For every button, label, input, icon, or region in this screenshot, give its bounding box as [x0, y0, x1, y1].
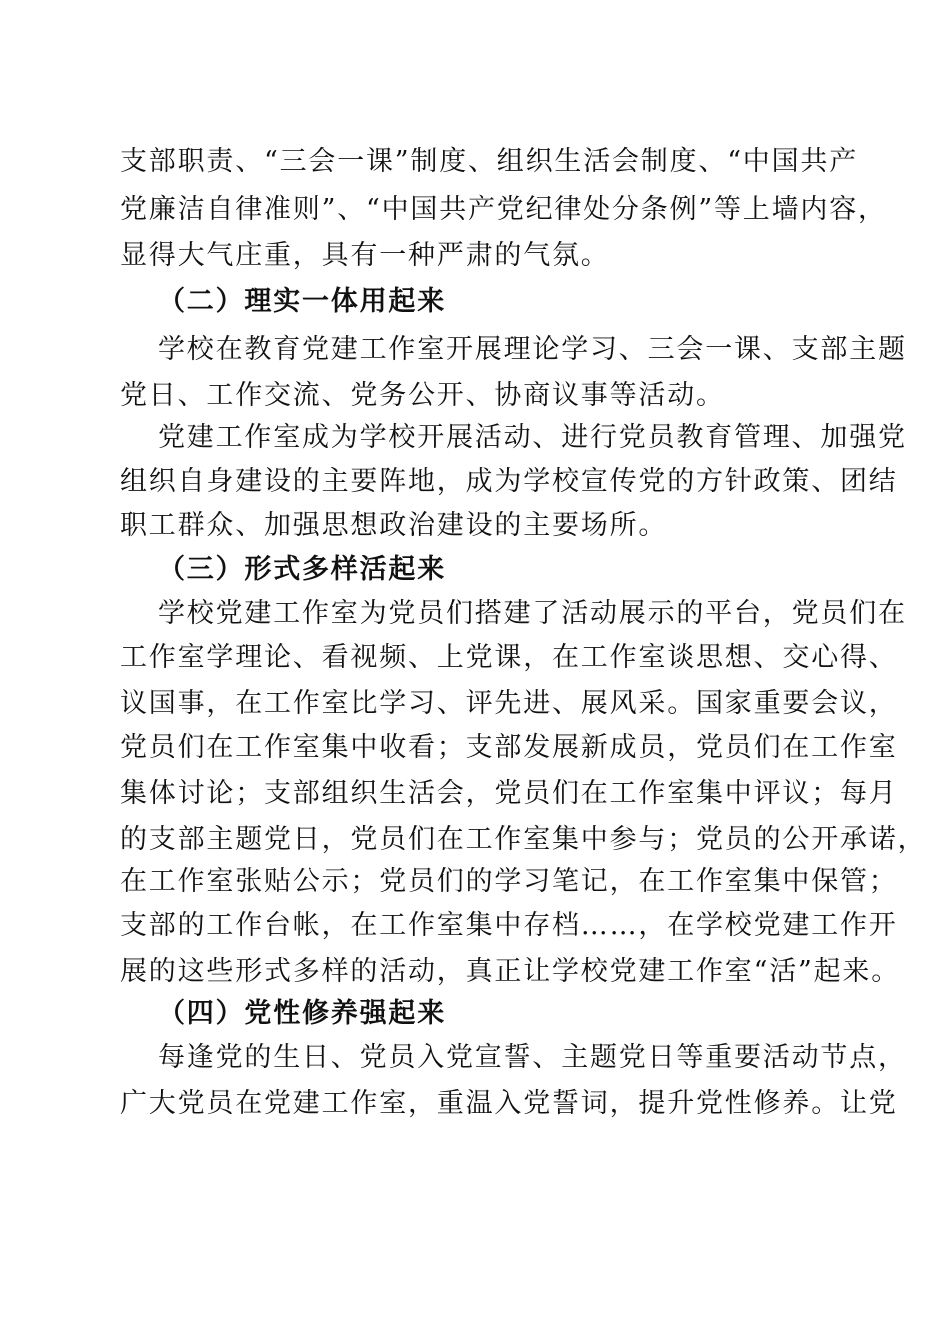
- text-line: 职工群众、加强思想政治建设的主要场所。: [120, 510, 668, 541]
- text-line: 党廉洁自律准则”、“中国共产党纪律处分条例”等上墙内容，: [120, 194, 887, 225]
- section-heading-3: （三）形式多样活起来: [158, 554, 446, 585]
- text-line: 党日、工作交流、党务公开、协商议事等活动。: [120, 380, 725, 411]
- text-line: 展的这些形式多样的活动，真正让学校党建工作室“活”起来。: [120, 956, 901, 987]
- text-line: 在工作室张贴公示；党员们的学习笔记，在工作室集中保管；: [120, 866, 898, 897]
- text-line: 议国事，在工作室比学习、评先进、展风采。国家重要会议，: [120, 688, 898, 719]
- text-line: 显得大气庄重，具有一种严肃的气氛。: [120, 240, 610, 271]
- text-line: 集体讨论；支部组织生活会，党员们在工作室集中评议；每月: [120, 778, 898, 809]
- text-line: 党建工作室成为学校开展活动、进行党员教育管理、加强党: [158, 422, 907, 453]
- section-heading-2: （二）理实一体用起来: [158, 286, 446, 317]
- text-line: 学校党建工作室为党员们搭建了活动展示的平台，党员们在: [158, 598, 907, 629]
- text-line: 支部职责、“三会一课”制度、组织生活会制度、“中国共产: [120, 146, 859, 177]
- text-line: 组织自身建设的主要阵地，成为学校宣传党的方针政策、团结: [120, 466, 898, 497]
- text-line: 每逢党的生日、党员入党宣誓、主题党日等重要活动节点，: [158, 1042, 907, 1073]
- text-line: 工作室学理论、看视频、上党课，在工作室谈思想、交心得、: [120, 642, 898, 673]
- text-line: 广大党员在党建工作室，重温入党誓词，提升党性修养。让党: [120, 1088, 898, 1119]
- section-heading-4: （四）党性修养强起来: [158, 998, 446, 1029]
- text-line: 学校在教育党建工作室开展理论学习、三会一课、支部主题: [158, 334, 907, 365]
- text-line: 党员们在工作室集中收看；支部发展新成员，党员们在工作室: [120, 732, 898, 763]
- text-line: 支部的工作台帐，在工作室集中存档……，在学校党建工作开: [120, 910, 898, 941]
- text-line: 的支部主题党日，党员们在工作室集中参与；党员的公开承诺，: [120, 824, 927, 855]
